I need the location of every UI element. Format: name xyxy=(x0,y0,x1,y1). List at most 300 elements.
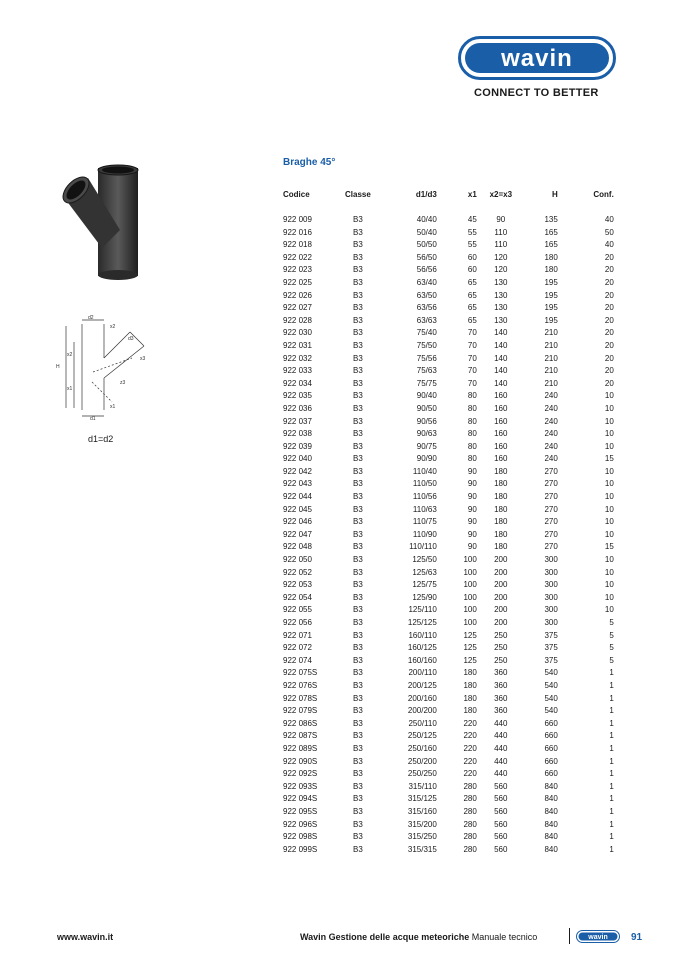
table-cell: 270 xyxy=(544,542,558,552)
table-cell: 660 xyxy=(544,743,558,753)
table-row xyxy=(283,793,614,806)
table-cell: 210 xyxy=(544,378,558,388)
table-cell: B3 xyxy=(353,555,363,565)
table-cell: 80 xyxy=(467,454,477,464)
table-cell: 90/63 xyxy=(416,429,437,439)
table-cell: 65 xyxy=(467,277,477,287)
table-cell: 250/125 xyxy=(407,731,437,741)
table-row xyxy=(283,642,614,655)
table-cell: 63/50 xyxy=(416,290,437,300)
table-row xyxy=(283,567,614,580)
table-cell: 922 075S xyxy=(283,668,318,678)
table-cell: 1 xyxy=(609,668,614,678)
table-row xyxy=(283,806,614,819)
table-cell: 10 xyxy=(604,441,614,451)
table-cell: 180 xyxy=(463,668,477,678)
table-cell: 65 xyxy=(467,315,477,325)
table-cell: B3 xyxy=(353,618,363,627)
table-cell: 125/125 xyxy=(407,618,437,627)
table-cell: 922 031 xyxy=(283,340,312,350)
table-cell: 922 089S xyxy=(283,743,318,753)
table-cell: 210 xyxy=(544,328,558,338)
table-cell: 270 xyxy=(544,492,558,502)
table-cell: 80 xyxy=(467,403,477,413)
table-cell: 195 xyxy=(544,315,558,325)
table-cell: B3 xyxy=(353,290,363,300)
table-cell: 110/90 xyxy=(412,529,437,539)
table-cell: 40/40 xyxy=(416,215,437,224)
footer-title xyxy=(300,932,537,942)
table-cell: 280 xyxy=(463,806,477,816)
table-row xyxy=(283,504,614,517)
table-cell: 220 xyxy=(463,743,477,753)
table-cell: 90 xyxy=(467,504,477,514)
table-cell: 250/250 xyxy=(407,769,437,779)
table-cell: 55 xyxy=(467,240,477,250)
table-row xyxy=(283,403,614,416)
table-cell: 300 xyxy=(544,592,558,602)
table-cell: 922 037 xyxy=(283,416,312,426)
col-header-conf: Conf. xyxy=(593,190,614,199)
table-cell: 10 xyxy=(604,416,614,426)
table-cell: B3 xyxy=(353,718,363,728)
table-cell: 240 xyxy=(544,391,558,401)
table-cell: 125 xyxy=(463,655,477,665)
table-cell: B3 xyxy=(353,769,363,779)
table-row xyxy=(283,252,614,265)
table-cell: 375 xyxy=(544,630,558,640)
table-cell: 1 xyxy=(609,680,614,690)
table-cell: B3 xyxy=(353,277,363,287)
table-cell: 75/63 xyxy=(416,366,437,376)
table-cell: 560 xyxy=(494,844,508,854)
col-header-classe: Classe xyxy=(345,190,371,199)
table-cell: 180 xyxy=(463,693,477,703)
col-header-h: H xyxy=(552,190,558,199)
table-cell: 200/200 xyxy=(407,706,437,716)
table-cell: 75/75 xyxy=(416,378,437,388)
table-cell: 20 xyxy=(604,315,614,325)
table-cell: 922 042 xyxy=(283,466,312,476)
table-cell: 75/40 xyxy=(416,328,437,338)
table-cell: 135 xyxy=(544,215,558,224)
table-cell: 922 018 xyxy=(283,240,312,250)
table-cell: 160 xyxy=(494,429,508,439)
footer-url[interactable]: www.wavin.it xyxy=(57,932,114,942)
table-cell: 540 xyxy=(544,680,558,690)
table-row xyxy=(283,768,614,781)
table-cell: 250 xyxy=(494,643,508,653)
table-cell: 922 044 xyxy=(283,492,312,502)
table-cell: 20 xyxy=(604,340,614,350)
table-row xyxy=(283,541,614,554)
table-row xyxy=(283,819,614,832)
table-cell: 70 xyxy=(467,378,477,388)
label-x1: x1 xyxy=(110,404,116,410)
table-cell: 160 xyxy=(494,416,508,426)
table-cell: 125/90 xyxy=(412,592,437,602)
table-cell: 200 xyxy=(494,555,508,565)
table-cell: B3 xyxy=(353,517,363,527)
table-cell: 5 xyxy=(609,618,614,627)
table-cell: 200 xyxy=(494,605,508,615)
table-row xyxy=(283,416,614,429)
table-cell: 840 xyxy=(544,832,558,842)
table-row xyxy=(283,239,614,252)
table-cell: 125 xyxy=(463,630,477,640)
table-cell: 160/160 xyxy=(407,655,437,665)
table-cell: 140 xyxy=(494,378,508,388)
table-cell: 660 xyxy=(544,769,558,779)
table-cell: 922 028 xyxy=(283,315,312,325)
label-x3: x3 xyxy=(140,356,146,362)
table-row xyxy=(283,730,614,743)
table-cell: 922 047 xyxy=(283,529,312,539)
table-cell: 922 093S xyxy=(283,781,318,791)
table-cell: 20 xyxy=(604,328,614,338)
table-cell: 130 xyxy=(494,277,508,287)
table-cell: B3 xyxy=(353,794,363,804)
table-cell: B3 xyxy=(353,806,363,816)
table-cell: B3 xyxy=(353,265,363,275)
table-cell: 180 xyxy=(494,504,508,514)
table-cell: 922 052 xyxy=(283,567,312,577)
label-z3: z3 xyxy=(120,380,126,386)
table-cell: 160 xyxy=(494,454,508,464)
table-cell: 120 xyxy=(494,252,508,262)
table-cell: 922 071 xyxy=(283,630,312,640)
table-cell: 20 xyxy=(604,303,614,313)
table-cell: 100 xyxy=(463,605,477,615)
table-row xyxy=(283,428,614,441)
table-cell: 10 xyxy=(604,391,614,401)
table-cell: 60 xyxy=(467,265,477,275)
table-cell: 125 xyxy=(463,643,477,653)
table-row xyxy=(283,529,614,542)
label-x2: x2 xyxy=(110,324,116,330)
table-cell: 120 xyxy=(494,265,508,275)
table-cell: 240 xyxy=(544,403,558,413)
table-cell: B3 xyxy=(353,315,363,325)
table-cell: 180 xyxy=(494,529,508,539)
table-cell: 180 xyxy=(494,466,508,476)
table-cell: 5 xyxy=(609,630,614,640)
label-x2-left: x2 xyxy=(67,352,73,358)
table-cell: 210 xyxy=(544,353,558,363)
table-cell: 5 xyxy=(609,643,614,653)
table-cell: 195 xyxy=(544,303,558,313)
table-cell: 360 xyxy=(494,706,508,716)
table-cell: 922 036 xyxy=(283,403,312,413)
table-cell: 240 xyxy=(544,441,558,451)
table-cell: 540 xyxy=(544,706,558,716)
table-cell: 1 xyxy=(609,819,614,829)
label-H: H xyxy=(56,364,60,370)
table-cell: 210 xyxy=(544,340,558,350)
section-title: Braghe 45° xyxy=(283,157,336,168)
table-cell: 110/75 xyxy=(412,517,437,527)
table-row xyxy=(283,516,614,529)
table-cell: 922 078S xyxy=(283,693,318,703)
table-cell: 240 xyxy=(544,429,558,439)
table-cell: 90/56 xyxy=(416,416,437,426)
table-row xyxy=(283,441,614,454)
table-cell: 922 055 xyxy=(283,605,312,615)
table-cell: 40 xyxy=(604,215,614,224)
table-cell: 65 xyxy=(467,303,477,313)
table-cell: 1 xyxy=(609,743,614,753)
table-row xyxy=(283,365,614,378)
table-cell: 80 xyxy=(467,391,477,401)
table-cell: B3 xyxy=(353,668,363,678)
table-cell: 110/50 xyxy=(412,479,437,489)
table-cell: 540 xyxy=(544,668,558,678)
table-cell: B3 xyxy=(353,592,363,602)
table-cell: B3 xyxy=(353,706,363,716)
table-cell: 1 xyxy=(609,756,614,766)
table-cell: B3 xyxy=(353,832,363,842)
table-header-row xyxy=(283,190,614,206)
table-cell: 250 xyxy=(494,655,508,665)
table-cell: 20 xyxy=(604,366,614,376)
table-cell: 280 xyxy=(463,781,477,791)
table-cell: 220 xyxy=(463,718,477,728)
table-row xyxy=(283,844,614,857)
table-row xyxy=(283,680,614,693)
table-cell: 560 xyxy=(494,781,508,791)
table-cell: B3 xyxy=(353,580,363,590)
table-cell: 440 xyxy=(494,743,508,753)
table-cell: B3 xyxy=(353,479,363,489)
table-cell: B3 xyxy=(353,504,363,514)
table-cell: 160 xyxy=(494,391,508,401)
label-x1-left: x1 xyxy=(67,386,73,392)
table-cell: 300 xyxy=(544,555,558,565)
table-cell: 90 xyxy=(467,542,477,552)
table-cell: B3 xyxy=(353,454,363,464)
table-cell: 10 xyxy=(604,403,614,413)
table-cell: 660 xyxy=(544,718,558,728)
table-cell: 922 096S xyxy=(283,819,318,829)
table-row xyxy=(283,277,614,290)
table-cell: 270 xyxy=(544,479,558,489)
table-cell: 922 079S xyxy=(283,706,318,716)
table-cell: 75/56 xyxy=(416,353,437,363)
table-cell: B3 xyxy=(353,693,363,703)
table-cell: B3 xyxy=(353,240,363,250)
table-cell: 922 026 xyxy=(283,290,312,300)
table-cell: 220 xyxy=(463,769,477,779)
table-cell: 75/50 xyxy=(416,340,437,350)
table-cell: 140 xyxy=(494,353,508,363)
table-cell: 10 xyxy=(604,529,614,539)
table-cell: 50/40 xyxy=(416,227,437,237)
table-cell: 10 xyxy=(604,580,614,590)
table-cell: 195 xyxy=(544,290,558,300)
table-cell: 922 092S xyxy=(283,769,318,779)
footer-divider xyxy=(569,928,570,944)
col-header-x1: x1 xyxy=(467,190,477,199)
table-cell: 1 xyxy=(609,794,614,804)
table-cell: 922 087S xyxy=(283,731,318,741)
table-cell: 922 039 xyxy=(283,441,312,451)
table-cell: 315/250 xyxy=(407,832,437,842)
table-cell: 110 xyxy=(494,227,508,237)
table-cell: 270 xyxy=(544,466,558,476)
table-cell: 10 xyxy=(604,567,614,577)
table-cell: 20 xyxy=(604,265,614,275)
table-cell: 280 xyxy=(463,794,477,804)
label-d3: d3 xyxy=(128,336,134,342)
table-cell: 922 046 xyxy=(283,517,312,527)
table-row xyxy=(283,743,614,756)
table-cell: 922 016 xyxy=(283,227,312,237)
table-cell: 125/63 xyxy=(412,567,437,577)
table-cell: B3 xyxy=(353,340,363,350)
table-cell: 160 xyxy=(494,403,508,413)
table-cell: 90 xyxy=(467,529,477,539)
table-row xyxy=(283,831,614,844)
table-cell: B3 xyxy=(353,844,363,854)
table-row xyxy=(283,604,614,617)
table-cell: 125/50 xyxy=(412,555,437,565)
table-cell: 1 xyxy=(609,718,614,728)
table-row xyxy=(283,630,614,643)
table-cell: 360 xyxy=(494,680,508,690)
table-cell: 63/56 xyxy=(416,303,437,313)
table-cell: 160/110 xyxy=(408,630,437,640)
table-row xyxy=(283,302,614,315)
table-row xyxy=(283,667,614,680)
table-cell: 1 xyxy=(609,781,614,791)
table-cell: 100 xyxy=(463,580,477,590)
table-cell: 300 xyxy=(544,567,558,577)
table-cell: B3 xyxy=(353,819,363,829)
table-cell: 200/110 xyxy=(408,668,437,678)
table-cell: 130 xyxy=(494,290,508,300)
table-cell: 280 xyxy=(463,844,477,854)
table-cell: 922 032 xyxy=(283,353,312,363)
table-cell: 140 xyxy=(494,328,508,338)
table-cell: 1 xyxy=(609,832,614,842)
table-cell: 125/110 xyxy=(408,605,437,615)
table-cell: 315/160 xyxy=(407,806,437,816)
table-cell: 922 025 xyxy=(283,277,312,287)
table-cell: 440 xyxy=(494,731,508,741)
table-cell: 250/200 xyxy=(407,756,437,766)
table-cell: 90 xyxy=(496,215,506,224)
table-cell: 100 xyxy=(463,618,477,627)
table-cell: 922 040 xyxy=(283,454,312,464)
table-cell: 130 xyxy=(494,315,508,325)
table-cell: 660 xyxy=(544,731,558,741)
table-row xyxy=(283,781,614,794)
table-cell: B3 xyxy=(353,731,363,741)
table-cell: 440 xyxy=(494,718,508,728)
label-d2: d2 xyxy=(88,315,94,321)
table-cell: B3 xyxy=(353,630,363,640)
table-cell: B3 xyxy=(353,391,363,401)
table-cell: 20 xyxy=(604,290,614,300)
table-cell: 922 030 xyxy=(283,328,312,338)
table-cell: 1 xyxy=(609,844,614,854)
table-cell: 200/160 xyxy=(407,693,437,703)
table-cell: B3 xyxy=(353,643,363,653)
table-cell: B3 xyxy=(353,743,363,753)
table-cell: 922 056 xyxy=(283,618,312,627)
technical-drawing xyxy=(52,312,160,422)
table-cell: 922 098S xyxy=(283,832,318,842)
table-cell: 922 094S xyxy=(283,794,318,804)
table-cell: 10 xyxy=(604,429,614,439)
col-header-d1d3: d1/d3 xyxy=(415,190,437,199)
table-cell: 922 072 xyxy=(283,643,312,653)
table-cell: 922 076S xyxy=(283,680,318,690)
table-cell: 922 090S xyxy=(283,756,318,766)
wavin-logo xyxy=(458,36,616,80)
table-cell: B3 xyxy=(353,529,363,539)
table-cell: 20 xyxy=(604,378,614,388)
table-cell: 100 xyxy=(463,592,477,602)
table-row xyxy=(283,290,614,303)
svg-text:wavin: wavin xyxy=(588,934,608,942)
table-cell: 315/200 xyxy=(407,819,437,829)
table-row xyxy=(283,390,614,403)
table-cell: 315/125 xyxy=(407,794,437,804)
table-cell: 110/40 xyxy=(412,466,437,476)
table-cell: 200 xyxy=(494,618,508,627)
table-row xyxy=(283,554,614,567)
table-cell: 90/75 xyxy=(416,441,437,451)
table-cell: 70 xyxy=(467,353,477,363)
table-row xyxy=(283,214,614,227)
table-cell: 50 xyxy=(604,227,614,237)
table-cell: B3 xyxy=(353,756,363,766)
table-row xyxy=(283,718,614,731)
table-cell: 922 034 xyxy=(283,378,312,388)
table-cell: 90 xyxy=(467,517,477,527)
table-row xyxy=(283,453,614,466)
table-row xyxy=(283,340,614,353)
table-cell: 90 xyxy=(467,466,477,476)
table-cell: 90 xyxy=(467,479,477,489)
table-cell: 922 074 xyxy=(283,655,312,665)
table-row xyxy=(283,579,614,592)
table-cell: 1 xyxy=(609,693,614,703)
table-cell: 63/40 xyxy=(416,277,437,287)
table-cell: 10 xyxy=(604,517,614,527)
table-cell: 10 xyxy=(604,492,614,502)
table-cell: 440 xyxy=(494,769,508,779)
table-cell: 15 xyxy=(604,542,614,552)
table-cell: 560 xyxy=(494,832,508,842)
table-row xyxy=(283,264,614,277)
table-cell: B3 xyxy=(353,781,363,791)
table-row xyxy=(283,655,614,668)
table-cell: 63/63 xyxy=(416,315,437,325)
table-cell: 1 xyxy=(609,806,614,816)
table-cell: B3 xyxy=(353,378,363,388)
table-cell: 250/110 xyxy=(408,718,437,728)
table-cell: B3 xyxy=(353,227,363,237)
table-cell: 200 xyxy=(494,580,508,590)
table-cell: 840 xyxy=(544,806,558,816)
table-cell: 140 xyxy=(494,366,508,376)
table-cell: 240 xyxy=(544,454,558,464)
table-cell: 200 xyxy=(494,567,508,577)
table-cell: 180 xyxy=(494,517,508,527)
table-cell: 180 xyxy=(494,479,508,489)
